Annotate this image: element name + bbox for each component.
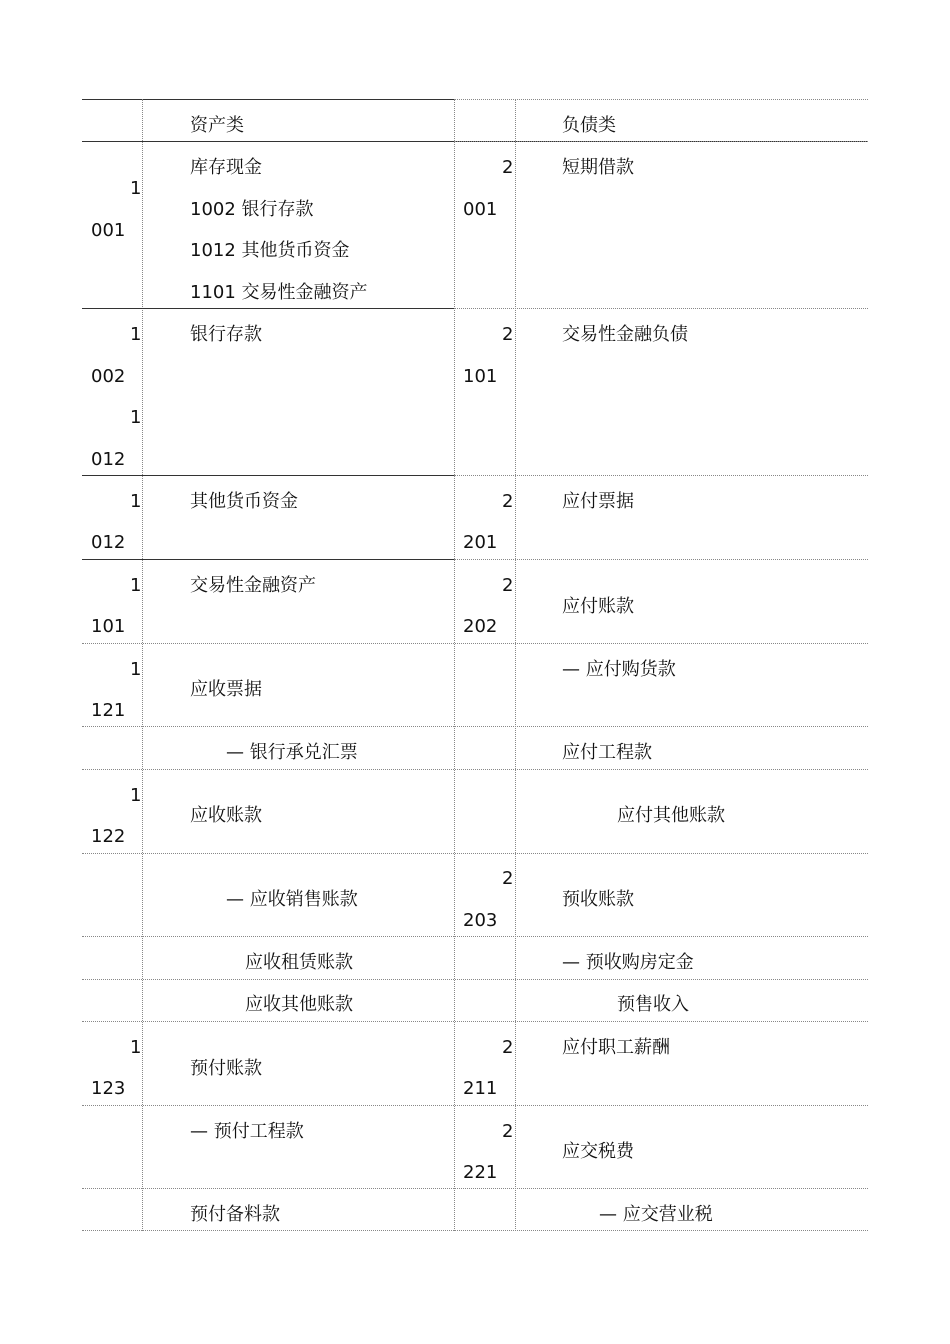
- liability-name: 应付票据: [562, 491, 634, 512]
- liability-code: 2: [502, 575, 514, 596]
- asset-name: 1012 其他货币资金: [190, 240, 350, 261]
- asset-code: 012: [91, 449, 126, 470]
- liability-name: — 预收购房定金: [562, 952, 694, 973]
- liability-name: 应交税费: [562, 1141, 634, 1162]
- asset-name: 交易性金融资产: [190, 575, 316, 596]
- asset-name: 应收账款: [190, 805, 262, 826]
- liability-code: 203: [463, 910, 498, 931]
- liability-code: 101: [463, 366, 498, 387]
- liability-code: 201: [463, 532, 498, 553]
- asset-name: 银行存款: [190, 324, 262, 345]
- liability-code: 2: [502, 1037, 514, 1058]
- liability-name: 预收账款: [562, 889, 634, 910]
- liability-code: 221: [463, 1162, 498, 1183]
- liability-code: 2: [502, 868, 514, 889]
- asset-name: — 应收销售账款: [226, 889, 358, 910]
- liability-name: 应付职工薪酬: [562, 1037, 670, 1058]
- liability-name: 短期借款: [562, 157, 634, 178]
- asset-name: 其他货币资金: [190, 491, 298, 512]
- asset-code: 1: [130, 491, 142, 512]
- asset-code: 1: [130, 659, 142, 680]
- asset-name: 应收票据: [190, 679, 262, 700]
- liability-code: 2: [502, 1121, 514, 1142]
- table-row: [82, 980, 868, 1022]
- asset-code: 012: [91, 532, 126, 553]
- asset-code: 1: [130, 785, 142, 806]
- liability-code: 001: [463, 199, 498, 220]
- asset-code: 001: [91, 220, 126, 241]
- liability-name: 交易性金融负债: [562, 324, 688, 345]
- asset-name: 1002 银行存款: [190, 199, 314, 220]
- asset-code: 121: [91, 700, 126, 721]
- asset-code: 101: [91, 616, 126, 637]
- asset-name: 1101 交易性金融资产: [190, 282, 368, 303]
- liability-name: — 应付购货款: [562, 659, 676, 680]
- liability-code: 2: [502, 324, 514, 345]
- asset-code: 1: [130, 407, 142, 428]
- asset-name: — 预付工程款: [190, 1121, 304, 1142]
- liability-name: 应付账款: [562, 596, 634, 617]
- liability-code: 2: [502, 157, 514, 178]
- liability-name: 预售收入: [617, 994, 689, 1015]
- asset-name: 预付账款: [190, 1058, 262, 1079]
- asset-name: 预付备料款: [190, 1204, 280, 1225]
- liability-code: 2: [502, 491, 514, 512]
- asset-code: 123: [91, 1078, 126, 1099]
- asset-code: 1: [130, 575, 142, 596]
- header-assets: 资产类: [190, 115, 244, 136]
- liability-name: 应付其他账款: [617, 805, 725, 826]
- table-header-row-right: [454, 99, 868, 142]
- liability-code: 202: [463, 616, 498, 637]
- header-liabilities: 负债类: [562, 115, 616, 136]
- asset-code: 002: [91, 366, 126, 387]
- liability-code: 211: [463, 1078, 498, 1099]
- asset-code: 1: [130, 324, 142, 345]
- table-row: [82, 727, 868, 770]
- asset-code: 1: [130, 1037, 142, 1058]
- table-row: [82, 937, 868, 980]
- asset-code: 1: [130, 178, 142, 199]
- asset-name: 库存现金: [190, 157, 262, 178]
- liability-name: — 应交营业税: [599, 1204, 713, 1225]
- asset-name: 应收其他账款: [245, 994, 353, 1015]
- asset-name: 应收租赁账款: [245, 952, 353, 973]
- asset-name: — 银行承兑汇票: [226, 742, 358, 763]
- liability-name: 应付工程款: [562, 742, 652, 763]
- asset-code: 122: [91, 826, 126, 847]
